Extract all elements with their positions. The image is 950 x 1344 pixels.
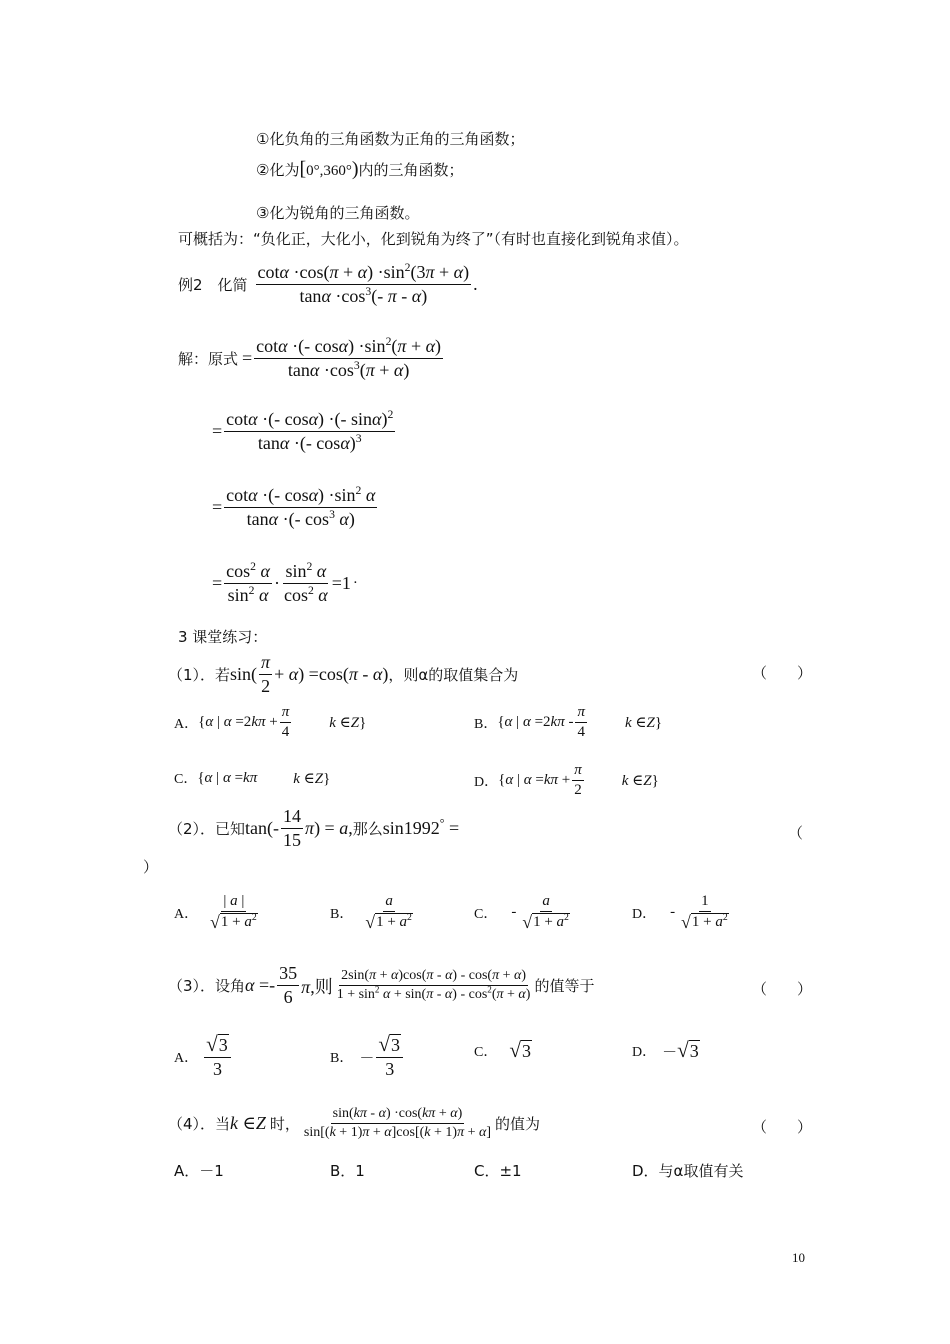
- step-1: ①化负角的三角函数为正角的三角函数；: [256, 130, 525, 148]
- q4-label: （4）．当: [168, 1115, 231, 1133]
- q2-option-c: C． - a √ $1 + a^2$: [474, 893, 569, 932]
- solution-line-4: = $\frac{\cos^2 \alpha}{\sin^2 \alpha}$ · $\frac{\sin^2 \alpha}{\cos^2 \alpha}$ =1 ·: [212, 560, 358, 605]
- step-2-interval: 0°,360°: [306, 163, 352, 179]
- practice-title: 3 课堂练习：: [178, 628, 268, 646]
- question-1: （1）．若 sin( $\frac{\pi}{2}$ + α) =cos(π - α) ，则α的取值集合为: [168, 652, 519, 696]
- solution-fraction-2: $\frac{\cot\alpha \cdot(- \cos\alpha) \cdot(- \sin\alpha)^2}{\tan\alpha \cdot(- \cos\alpha)^3}$: [226, 408, 394, 453]
- q3-option-c: C． √ 3: [474, 1038, 531, 1063]
- q3-suffix: 的值等于: [534, 977, 595, 995]
- q1-blank: （ ）: [752, 664, 813, 682]
- q4-suffix: 的值为: [495, 1115, 541, 1133]
- q2-blank-close: ）: [143, 858, 159, 876]
- solution-label: 解：原式: [178, 350, 239, 368]
- solution-line-1: 解：原式 = $\frac{\cot\alpha \cdot(- \cos\alpha) \cdot\sin^2(\pi + \alpha)}{\tan\alpha \cdot\cos^3(\pi + \alpha)}$: [178, 335, 442, 380]
- q3-blank: （ ）: [752, 980, 813, 998]
- example-2: 例2 化简 $\frac{\cot\alpha \cdot\cos(\pi + \alpha) \cdot\sin^2(3\pi + \alpha)}{\tan\alpha \cdot\cos^3(- \pi - \alpha)}$ .: [178, 261, 478, 306]
- q1-option-b: B． {α | α =2kπ - $\frac{\pi}{4}$ k ∈Z}: [474, 704, 663, 740]
- page-number: 10: [792, 1250, 805, 1265]
- q4-option-c: C．±1: [474, 1162, 522, 1180]
- q3-option-b: B． － √ 3 3: [330, 1034, 405, 1080]
- q3-label: （3）．设角: [168, 977, 246, 995]
- q1-option-d: D． {α | α =kπ + $\frac{\pi}{2}$ k ∈Z}: [474, 762, 659, 798]
- q3-option-a: A． √ 3 3: [174, 1034, 233, 1080]
- example-2-fraction: $\frac{\cot\alpha \cdot\cos(\pi + \alpha) \cdot\sin^2(3\pi + \alpha)}{\tan\alpha \cdot\cos^3(- \pi - \alpha)}$: [257, 261, 470, 306]
- step-2-prefix: ②化为: [256, 161, 300, 179]
- q1-option-a: A． {α | α =2kπ + $\frac{\pi}{4}$ k ∈Z}: [174, 704, 367, 740]
- question-3: （3）．设角 α =- $\frac{35}{6}$ π,则 $\frac{2\sin(\pi + \alpha)\cos(\pi - \alpha) - \cos(\pi + \alpha)}{1 + \sin^2 \alpha + \sin(\pi - \alpha) - \cos^2(\pi + \alpha)}$ 的值等于: [168, 963, 595, 1007]
- q2-option-a: A． | a | √ $1 + a^2$: [174, 893, 257, 932]
- q4-option-a: A．－1: [174, 1162, 224, 1180]
- question-4: （4）．当 k ∈Z 时， $\frac{\sin(k\pi - \alpha) \cdot\cos(k\pi + \alpha)}{\sin[(k + 1)\pi + \alpha]\cos[(k + 1)\pi + \alpha]}$ 的值为: [168, 1106, 541, 1140]
- solution-line-2: = $\frac{\cot\alpha \cdot(- \cos\alpha) \cdot(- \sin\alpha)^2}{\tan\alpha \cdot(- \cos\alpha)^3}$: [212, 408, 394, 453]
- q1-label: （1）．若: [168, 666, 231, 684]
- question-2: （2）．已知 tan(- $\frac{14}{15}$ π) = a, 那么 sin1992° =: [168, 806, 460, 850]
- q4-option-d: D．与α取值有关: [632, 1162, 744, 1180]
- example-2-label: 例2 化简: [178, 276, 248, 294]
- q1-option-c: C． {α | α =kπ k ∈Z}: [174, 769, 331, 787]
- solution-fraction-1: $\frac{\cot\alpha \cdot(- \cos\alpha) \cdot\sin^2(\pi + \alpha)}{\tan\alpha \cdot\cos^3(\pi + \alpha)}$: [256, 335, 442, 380]
- q3-option-d: D． － √ 3: [632, 1038, 699, 1063]
- solution-line-3: = $\frac{\cot\alpha \cdot(- \cos\alpha) \cdot\sin^2 \alpha}{\tan\alpha \cdot(- \cos^3 \alpha)}$: [212, 484, 376, 529]
- q4-blank: （ ）: [752, 1118, 813, 1136]
- q2-option-d: D． - 1 √ $1 + a^2$: [632, 893, 728, 932]
- step-2: ②化为[0°,360°)内的三角函数；: [256, 158, 464, 180]
- q2-option-b: B． a √ $1 + a^2$: [330, 893, 412, 932]
- summary: 可概括为：“负化正，大化小，化到锐角为终了”（有时也直接化到锐角求值）。: [178, 230, 689, 248]
- q1-suffix: ，则α的取值集合为: [388, 666, 519, 684]
- q2-blank-open: （: [788, 824, 804, 842]
- q2-mid: 那么: [352, 820, 383, 838]
- q4-when: 时，: [269, 1115, 300, 1133]
- q4-option-b: B．1: [330, 1162, 365, 1180]
- solution-fraction-3: $\frac{\cot\alpha \cdot(- \cos\alpha) \cdot\sin^2 \alpha}{\tan\alpha \cdot(- \cos^3 \alpha)}$: [226, 484, 376, 529]
- q2-label: （2）．已知: [168, 820, 246, 838]
- step-2-suffix: 内的三角函数；: [358, 161, 464, 179]
- step-3: ③化为锐角的三角函数。: [256, 204, 420, 222]
